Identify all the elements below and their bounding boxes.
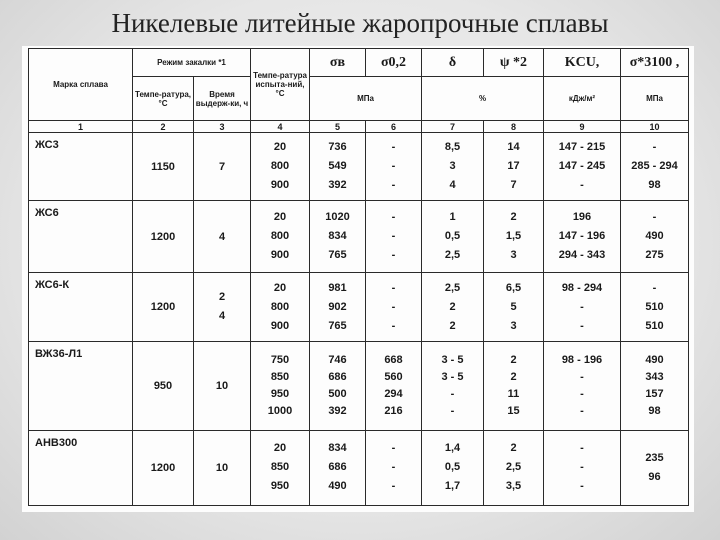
psi-cell: 2 2,5 3,5 <box>484 430 544 505</box>
table-row <box>29 430 689 505</box>
delta-cell: 2,5 2 2 <box>422 273 484 342</box>
sigma-b-cell: 736 549 392 <box>310 133 366 201</box>
table-row <box>29 133 689 201</box>
quench-temp-cell: 1200 <box>133 201 194 273</box>
grade-cell: ЖС6-К <box>29 273 133 342</box>
grade-cell: АНВ300 <box>29 430 133 505</box>
column-number-row <box>29 120 689 133</box>
sigma-02-cell: - - - <box>366 133 422 201</box>
header-sigma-02: σ0,2 <box>366 49 422 77</box>
header-quench-temp: Темпе-ратура, °С <box>133 77 194 121</box>
delta-cell: 3 - 5 3 - 5 - - <box>422 342 484 431</box>
sigma-100-cell: - 285 - 294 98 <box>621 133 689 201</box>
kcu-cell: 147 - 215 147 - 245 - <box>544 133 621 201</box>
header-quench-mode: Режим закалки *1 <box>133 49 251 77</box>
quench-temp-cell: 950 <box>133 342 194 431</box>
kcu-cell: - - - <box>544 430 621 505</box>
column-number: 10 <box>621 120 689 133</box>
quench-time-cell: 10 <box>194 342 251 431</box>
header-delta: δ <box>422 49 484 77</box>
quench-temp-cell: 1200 <box>133 430 194 505</box>
header-unit-kcu: кДж/м² <box>544 77 621 121</box>
sigma-02-cell: 668 560 294 216 <box>366 342 422 431</box>
header-test-temp: Темпе-ратура испыта-ний, °С <box>251 49 310 121</box>
psi-cell: 14 17 7 <box>484 133 544 201</box>
column-number: 2 <box>133 120 194 133</box>
test-temp-cell: 20 850 950 <box>251 430 310 505</box>
delta-cell: 1,4 0,5 1,7 <box>422 430 484 505</box>
column-number: 8 <box>484 120 544 133</box>
grade-cell: ВЖ36-Л1 <box>29 342 133 431</box>
kcu-cell: 196 147 - 196 294 - 343 <box>544 201 621 273</box>
table-row <box>29 342 689 431</box>
sigma-b-cell: 1020 834 765 <box>310 201 366 273</box>
quench-time-cell: 10 <box>194 430 251 505</box>
alloy-properties-table <box>28 48 689 506</box>
sigma-100-cell: - 490 275 <box>621 201 689 273</box>
sigma-02-cell: - - - <box>366 430 422 505</box>
test-temp-cell: 750 850 950 1000 <box>251 342 310 431</box>
sigma-02-cell: - - - <box>366 201 422 273</box>
header-sigma-b: σв <box>310 49 366 77</box>
column-number: 5 <box>310 120 366 133</box>
scanned-table-image <box>22 46 694 512</box>
slide-title: Никелевые литейные жаропрочные сплавы <box>111 8 609 38</box>
psi-cell: 2 2 11 15 <box>484 342 544 431</box>
header-unit-percent: % <box>422 77 544 121</box>
grade-cell: ЖС6 <box>29 201 133 273</box>
column-number: 4 <box>251 120 310 133</box>
sigma-100-cell: 235 96 <box>621 430 689 505</box>
header-grade: Марка сплава <box>29 49 133 121</box>
test-temp-cell: 20 800 900 <box>251 273 310 342</box>
header-unit-mpa: МПа <box>310 77 422 121</box>
kcu-cell: 98 - 196 - - - <box>544 342 621 431</box>
table-row <box>29 273 689 342</box>
quench-time-cell: 2 4 <box>194 273 251 342</box>
sigma-100-cell: 490 343 157 98 <box>621 342 689 431</box>
sigma-02-cell: - - - <box>366 273 422 342</box>
header-sigma-100: σ*3100 , <box>621 49 689 77</box>
column-number: 6 <box>366 120 422 133</box>
sigma-b-cell: 746 686 500 392 <box>310 342 366 431</box>
sigma-100-cell: - 510 510 <box>621 273 689 342</box>
sigma-b-cell: 834 686 490 <box>310 430 366 505</box>
kcu-cell: 98 - 294 - - <box>544 273 621 342</box>
quench-time-cell: 7 <box>194 133 251 201</box>
column-number: 1 <box>29 120 133 133</box>
delta-cell: 1 0,5 2,5 <box>422 201 484 273</box>
grade-cell: ЖС3 <box>29 133 133 201</box>
column-number: 7 <box>422 120 484 133</box>
sigma-b-cell: 981 902 765 <box>310 273 366 342</box>
psi-cell: 6,5 5 3 <box>484 273 544 342</box>
quench-temp-cell: 1150 <box>133 133 194 201</box>
header-psi: ψ *2 <box>484 49 544 77</box>
header-kcu: KCU, <box>544 49 621 77</box>
test-temp-cell: 20 800 900 <box>251 201 310 273</box>
psi-cell: 2 1,5 3 <box>484 201 544 273</box>
quench-time-cell: 4 <box>194 201 251 273</box>
column-number: 9 <box>544 120 621 133</box>
quench-temp-cell: 1200 <box>133 273 194 342</box>
header-quench-time: Время выдерж-ки, ч <box>194 77 251 121</box>
test-temp-cell: 20 800 900 <box>251 133 310 201</box>
header-unit-mpa-2: МПа <box>621 77 689 121</box>
column-number: 3 <box>194 120 251 133</box>
delta-cell: 8,5 3 4 <box>422 133 484 201</box>
table-row <box>29 201 689 273</box>
